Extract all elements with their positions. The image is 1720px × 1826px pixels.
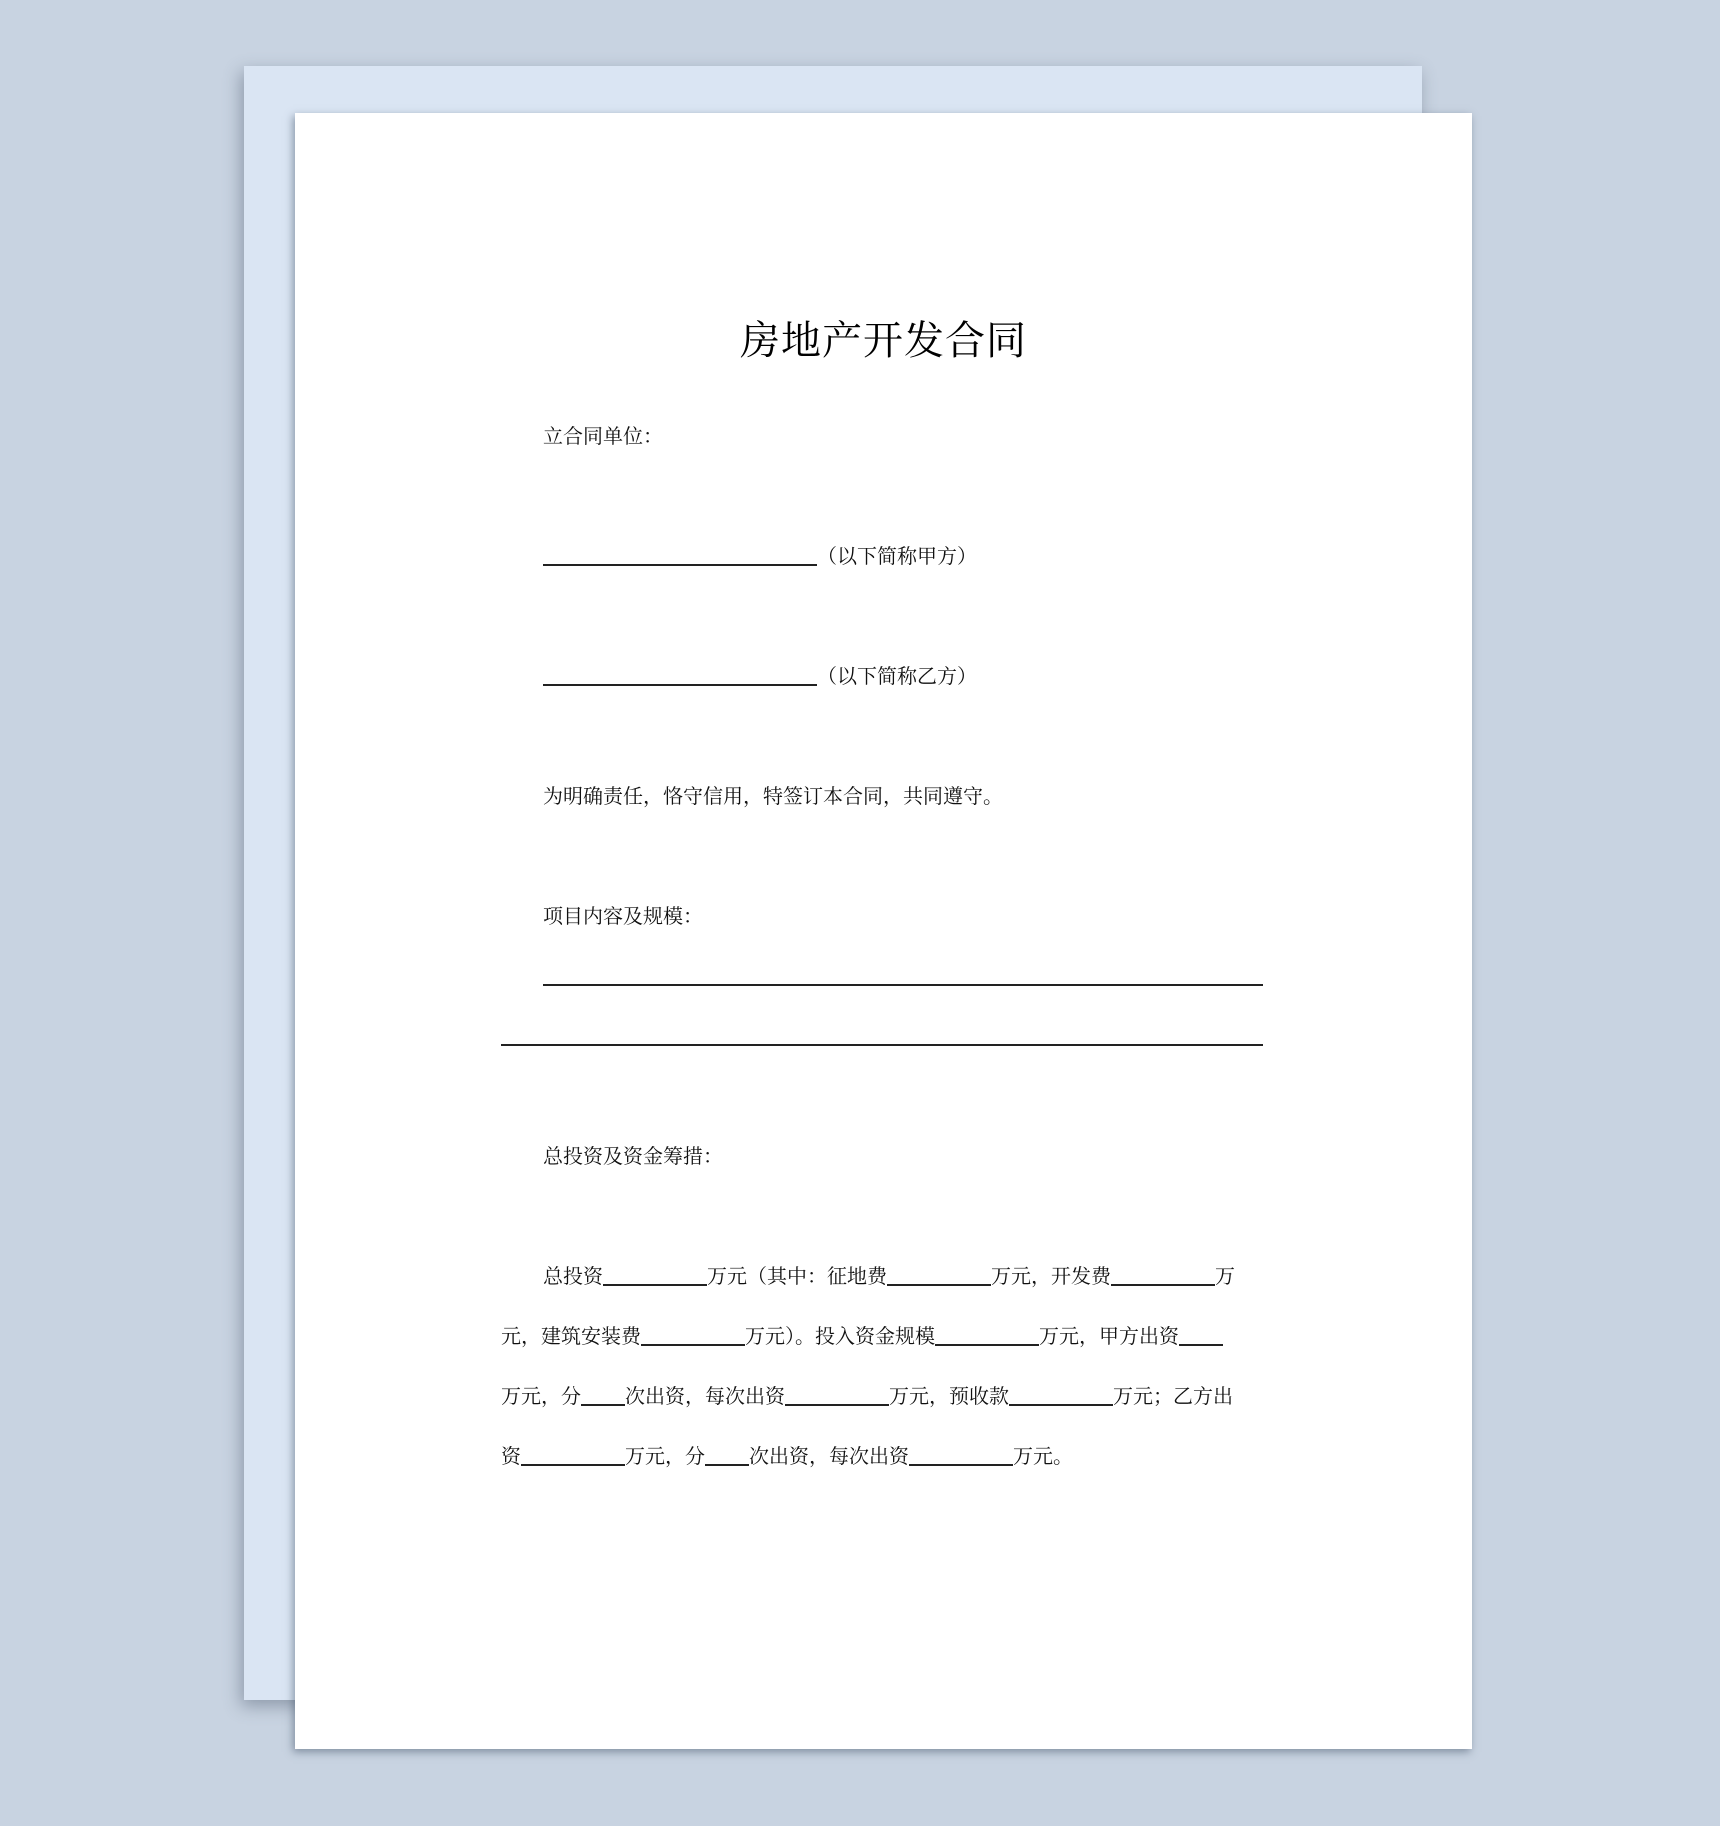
party-b-installments-blank[interactable] [705, 1463, 749, 1466]
investment-line-3 [501, 1380, 1233, 1409]
investment-label: 总投资及资金筹措： [543, 1144, 723, 1168]
project-label: 项目内容及规模： [543, 904, 703, 928]
per-installment-label: 次出资，每次出资 [625, 1384, 785, 1408]
closing-unit-text: 万元。 [1013, 1444, 1073, 1468]
party-b-contribution-label: 万元；乙方出 [1113, 1384, 1233, 1408]
investment-line-2 [501, 1320, 1223, 1349]
document-title: 房地产开发合同 [740, 318, 1027, 364]
prepayment-blank[interactable] [1009, 1403, 1113, 1406]
party-b-per-installment-label: 次出资，每次出资 [749, 1444, 909, 1468]
party-b-blank[interactable] [543, 683, 817, 686]
party-b-contribution-blank[interactable] [521, 1463, 625, 1466]
party-b-suffix: （以下简称乙方） [817, 664, 977, 688]
construction-fee-blank[interactable] [641, 1343, 745, 1346]
land-fee-label: 万元（其中：征地费 [707, 1264, 887, 1288]
party-a-contribution-label: 万元，甲方出资 [1039, 1324, 1179, 1348]
total-investment-blank[interactable] [603, 1283, 707, 1286]
investment-line-1 [543, 1260, 1235, 1289]
party-b-contribution-cont: 资 [501, 1444, 521, 1468]
project-blank-line-2[interactable] [501, 1044, 1263, 1046]
party-a-blank[interactable] [543, 563, 817, 566]
party-b-per-installment-blank[interactable] [909, 1463, 1013, 1466]
party-a-installments-blank[interactable] [581, 1403, 625, 1406]
parties-label: 立合同单位： [543, 424, 663, 448]
investment-scale-label: 万元）。投入资金规模 [745, 1324, 935, 1348]
party-b-line [543, 660, 977, 689]
installments-label: 万元，分 [501, 1384, 581, 1408]
unit-text: 万 [1215, 1264, 1235, 1288]
party-a-contribution-blank[interactable] [1179, 1343, 1223, 1346]
construction-fee-label: 元，建筑安装费 [501, 1324, 641, 1348]
development-fee-blank[interactable] [1111, 1283, 1215, 1286]
party-a-suffix: （以下简称甲方） [817, 544, 977, 568]
contract-page [295, 113, 1472, 1749]
party-b-installments-label: 万元，分 [625, 1444, 705, 1468]
prepayment-label: 万元，预收款 [889, 1384, 1009, 1408]
total-investment-label: 总投资 [543, 1264, 603, 1288]
project-blank-line-1[interactable] [543, 984, 1263, 986]
investment-line-4 [501, 1440, 1073, 1469]
development-fee-label: 万元，开发费 [991, 1264, 1111, 1288]
party-a-per-installment-blank[interactable] [785, 1403, 889, 1406]
party-a-line [543, 540, 977, 569]
investment-scale-blank[interactable] [935, 1343, 1039, 1346]
preamble-text: 为明确责任，恪守信用，特签订本合同，共同遵守。 [543, 784, 1003, 808]
land-fee-blank[interactable] [887, 1283, 991, 1286]
